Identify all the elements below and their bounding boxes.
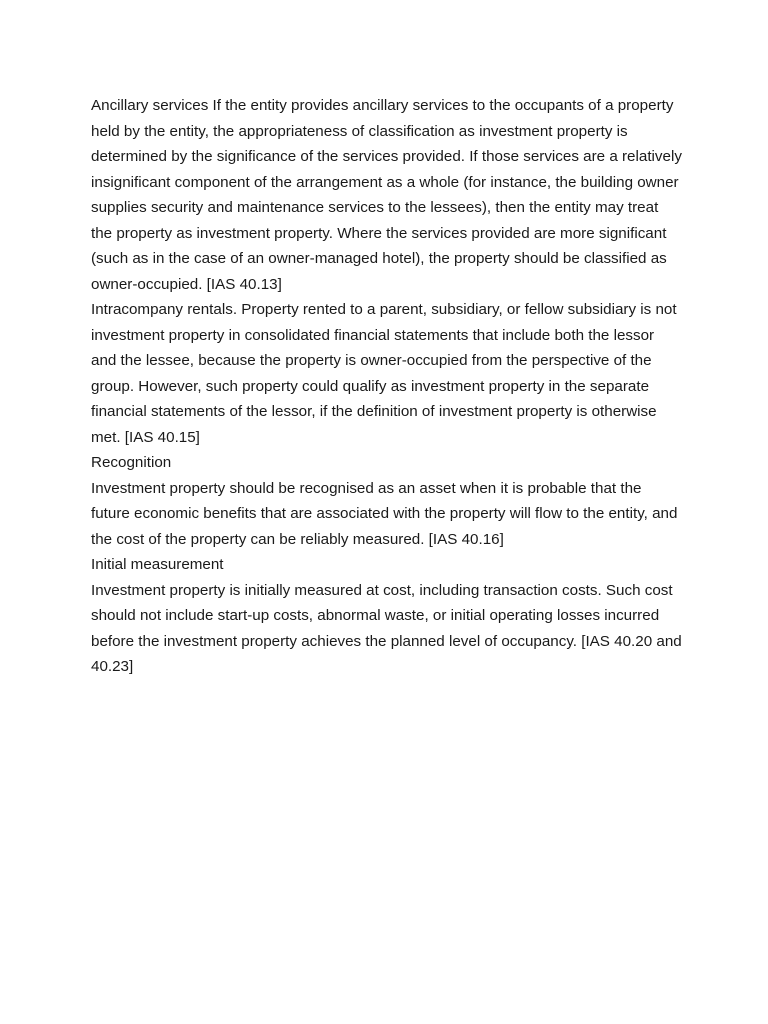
paragraph-initial-measurement: Investment property is initially measured at cost, including transaction costs. Such cost should not include start-up costs, abnormal waste, or initial operating losses incurred before the investment property achieves the planned level of occupancy. [IAS 40.20 and 40.23] (91, 581, 682, 675)
heading-initial-measurement: Initial measurement (91, 556, 224, 573)
document-body (91, 93, 683, 680)
paragraph-recognition: Investment property should be recognised as an asset when it is probable that the future economic benefits that are associated with the property will flow to the entity, and the cost of the property can be reliably measured. [IAS 40.16] (91, 479, 678, 548)
paragraph-intracompany-rentals: Intracompany rentals. Property rented to a parent, subsidiary, or fellow subsidiary is not investment property in consolidated financial statements that include both the lessor and the lessee, because the property is owner-occupied from the perspective of the group. However, such property could qualify as investment property in the separate financial statements of the lessor, if the definition of investment property is otherwise met. [IAS 40.15] (91, 301, 677, 446)
heading-recognition: Recognition (91, 454, 172, 471)
paragraph-ancillary-services: Ancillary services If the entity provides ancillary services to the occupants of a property held by the entity, the appropriateness of classification as investment property is determined by the significance of the services provided. If those services are a relatively insignificant component of the arrangement as a whole (for instance, the building owner supplies security and maintenance services to the lessees), then the entity may treat the property as investment property. Where the services provided are more significant (such as in the case of an owner-managed hotel), the property should be classified as owner-occupied. [IAS 40.13] (91, 97, 682, 293)
